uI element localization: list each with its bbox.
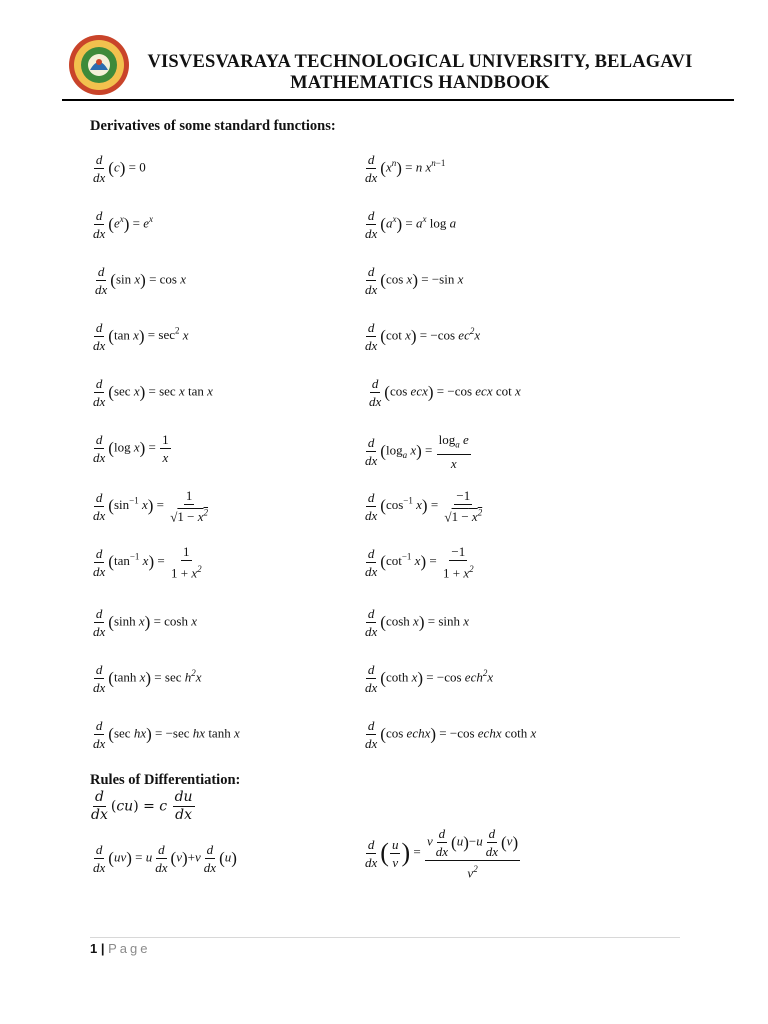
formula-derivative-cos: $\frac{d}{dx}$ (cos x) = −sin x <box>365 264 464 297</box>
university-logo <box>68 34 130 96</box>
formula-derivative-arctan: $\frac{d}{dx}$ ($\tan^{-1}$ x) = $\frac{1}{1 + x^2}$ <box>93 544 202 581</box>
formula-rule-product: $\frac{d}{dx}$ (uv) = u $\frac{d}{dx}$ (v)+v $\frac{d}{dx}$ (u) <box>93 842 237 875</box>
formula-derivative-cosh: $\frac{d}{dx}$ (cosh x) = sinh x <box>365 606 470 639</box>
formula-derivative-sech: $\frac{d}{dx}$ (sec hx) = −sec hx tanh x <box>93 718 240 751</box>
formula-derivative-sec: $\frac{d}{dx}$ (sec x) = sec x tan x <box>93 376 213 409</box>
header-document-title: MATHEMATICS HANDBOOK <box>290 73 550 93</box>
formula-derivative-a-exp: $\frac{d}{dx}$ $(a^x) = a^x$ log a <box>365 208 457 241</box>
formula-derivative-exp: $\frac{d}{dx}$ $(e^x) = e^x$ <box>93 208 154 241</box>
formula-derivative-arccot: $\frac{d}{dx}$ ($\cot^{-1}$ x) = $\frac{-1}{1 + x^2}$ <box>365 544 474 581</box>
formula-rule-constant-multiple: $\frac{d}{dx}$ (cu) = c $\frac{du}{dx}$ <box>91 789 193 823</box>
formula-derivative-log-base-a: $\frac{d}{dx}$ ($\log_a$ x) = $\frac{\log_a e}{x}$ <box>365 432 469 471</box>
formula-derivative-arcsin: $\frac{d}{dx}$ ($\sin^{-1}$ x) = $\frac{1}{√1 - x^2}$ <box>93 488 209 525</box>
formula-derivative-cosech: $\frac{d}{dx}$ (cos echx) = −cos echx coth x <box>365 718 537 751</box>
section-title-rules: Rules of Differentiation: <box>90 772 241 788</box>
formula-derivative-power: $\frac{d}{dx}$ $(x^n) = n$ $x^{n-1}$ <box>365 152 446 185</box>
formula-derivative-cot: $\frac{d}{dx}$ (cot x) = −cos $ec^2x$ <box>365 320 481 353</box>
section-title-derivatives: Derivatives of some standard functions: <box>90 118 336 134</box>
page-number: 1 <box>90 941 98 956</box>
formula-derivative-sin: $\frac{d}{dx}$ (sin x) = cos x <box>95 264 187 297</box>
header-university-name: VISVESVARAYA TECHNOLOGICAL UNIVERSITY, BELAGAVI <box>147 52 693 72</box>
formula-derivative-tan: $\frac{d}{dx}$ (tan $x) = \sec^2 x$ <box>93 320 189 353</box>
formula-derivative-tanh: $\frac{d}{dx}$ (tanh $x) = \sec h^2x$ <box>93 662 202 695</box>
footer-divider <box>90 937 680 938</box>
page-footer <box>90 941 151 956</box>
formula-derivative-sinh: $\frac{d}{dx}$ (sinh x) = cosh x <box>93 606 198 639</box>
formula-derivative-log: $\frac{d}{dx}$ (log x) = $\frac{1}{x}$ <box>93 432 169 465</box>
formula-derivative-arccos: $\frac{d}{dx}$ ($\cos^{-1}$ x) = $\frac{-1}{√1 - x^2}$ <box>365 488 483 525</box>
page-label: Page <box>108 941 151 956</box>
formula-derivative-constant: $\frac{d}{dx}$ (c) = 0 <box>93 152 146 185</box>
formula-derivative-coth: $\frac{d}{dx}$ (coth x) = −cos ech$^2$x <box>365 662 494 695</box>
header-divider <box>62 99 734 101</box>
formula-rule-quotient: $\frac{d}{dx}$ ( $\frac{u}{v}$ ) = v $\frac{d}{dx}$ (u)−u $\frac{d}{dx}$ (v) $v^2$ <box>365 826 519 881</box>
formula-derivative-cosec: $\frac{d}{dx}$ (cos ecx) = −cos ecx cot x <box>369 376 521 409</box>
footer-separator: | <box>100 941 105 956</box>
